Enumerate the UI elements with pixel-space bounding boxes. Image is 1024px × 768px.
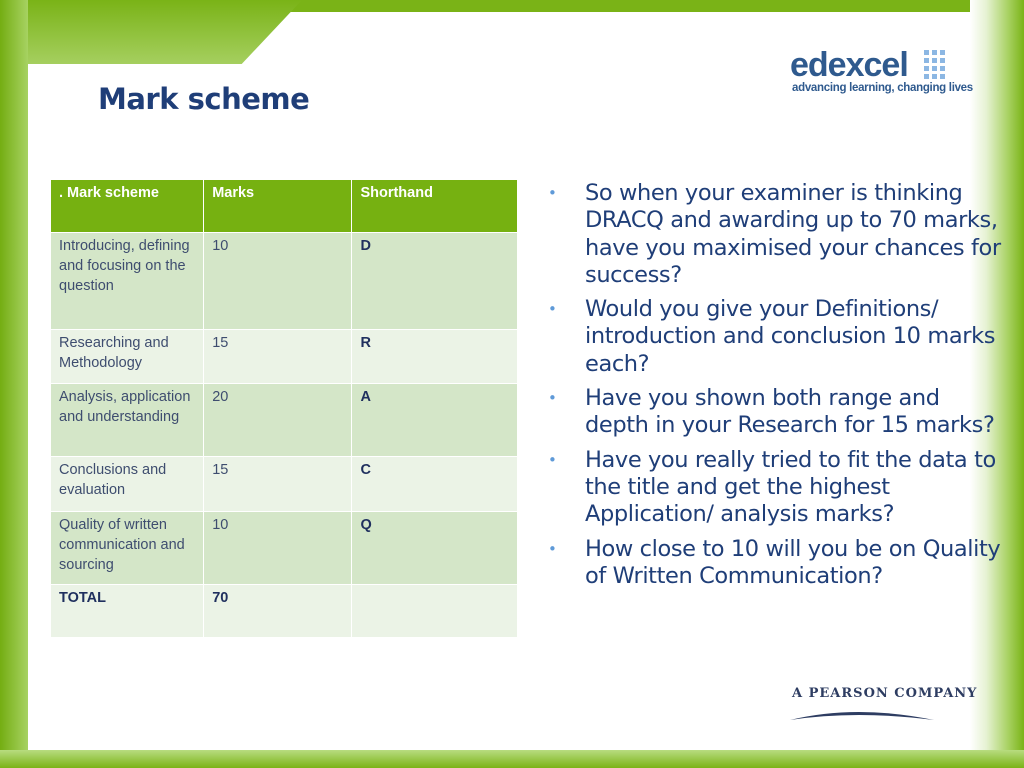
table-row <box>51 512 518 585</box>
table-row <box>51 233 518 330</box>
criterion-cell: Introducing, defining and focusing on the question <box>51 233 204 330</box>
table-row <box>51 457 518 512</box>
bullet-text: Would you give your Definitions/ introduction and conclusion 10 marks each? <box>585 296 996 377</box>
bullet-text: Have you really tried to fit the data to the title and get the highest Application/ analysis marks? <box>585 446 996 528</box>
frame-left <box>0 0 28 768</box>
marks-cell: 20 <box>204 384 352 457</box>
table-row <box>51 384 518 457</box>
logo-wordmark: edexcel <box>790 46 908 84</box>
list-item <box>542 385 1002 440</box>
frame-bottom <box>0 750 1024 768</box>
bullet-icon: • <box>548 389 557 408</box>
bullet-text: How close to 10 will you be on Quality of Written Communication? <box>585 535 1001 589</box>
list-item <box>542 296 1002 378</box>
total-marks-cell: 70 <box>204 585 352 638</box>
table-header-row <box>51 180 518 233</box>
table-total-row <box>51 585 518 638</box>
criterion-cell: Researching and Methodology <box>51 330 204 384</box>
shorthand-cell: R <box>352 330 518 384</box>
bullet-icon: • <box>548 450 557 469</box>
list-item <box>542 180 1002 289</box>
shorthand-cell: A <box>352 384 518 457</box>
marks-cell: 15 <box>204 457 352 512</box>
total-label-cell: TOTAL <box>51 585 204 638</box>
bullet-list <box>542 180 1002 597</box>
list-item <box>542 536 1002 591</box>
bullet-icon: • <box>548 184 557 202</box>
shorthand-cell: D <box>352 233 518 330</box>
marks-cell: 10 <box>204 233 352 330</box>
shorthand-cell: Q <box>352 512 518 585</box>
criterion-cell: Analysis, application and understanding <box>51 384 204 457</box>
slide-title: Mark scheme <box>98 82 310 116</box>
criterion-cell: Quality of written communication and sourcing <box>51 512 204 585</box>
table-row <box>51 330 518 384</box>
edexcel-logo <box>790 46 973 98</box>
pearson-company-label: A PEARSON COMPANY <box>792 686 978 701</box>
pearson-swoosh-icon <box>786 700 938 724</box>
header-shorthand: Shorthand <box>352 180 518 233</box>
bullet-text: So when your examiner is thinking DRACQ and awarding up to 70 marks, have you maximised your chances for success? <box>585 180 1001 288</box>
bullet-icon: • <box>548 300 557 319</box>
logo-grid-icon <box>924 50 954 80</box>
mark-scheme-table <box>50 179 518 638</box>
list-item <box>542 447 1002 529</box>
criterion-cell: Conclusions and evaluation <box>51 457 204 512</box>
bullet-icon: • <box>548 539 557 558</box>
logo-tagline: advancing learning, changing lives <box>792 82 973 94</box>
header-marks: Marks <box>204 180 352 233</box>
total-shorthand-cell <box>352 585 518 638</box>
header-mark-scheme: . Mark scheme <box>51 180 204 233</box>
marks-cell: 15 <box>204 330 352 384</box>
shorthand-cell: C <box>352 457 518 512</box>
marks-cell: 10 <box>204 512 352 585</box>
bullet-text: Have you shown both range and depth in your Research for 15 marks? <box>585 385 995 439</box>
